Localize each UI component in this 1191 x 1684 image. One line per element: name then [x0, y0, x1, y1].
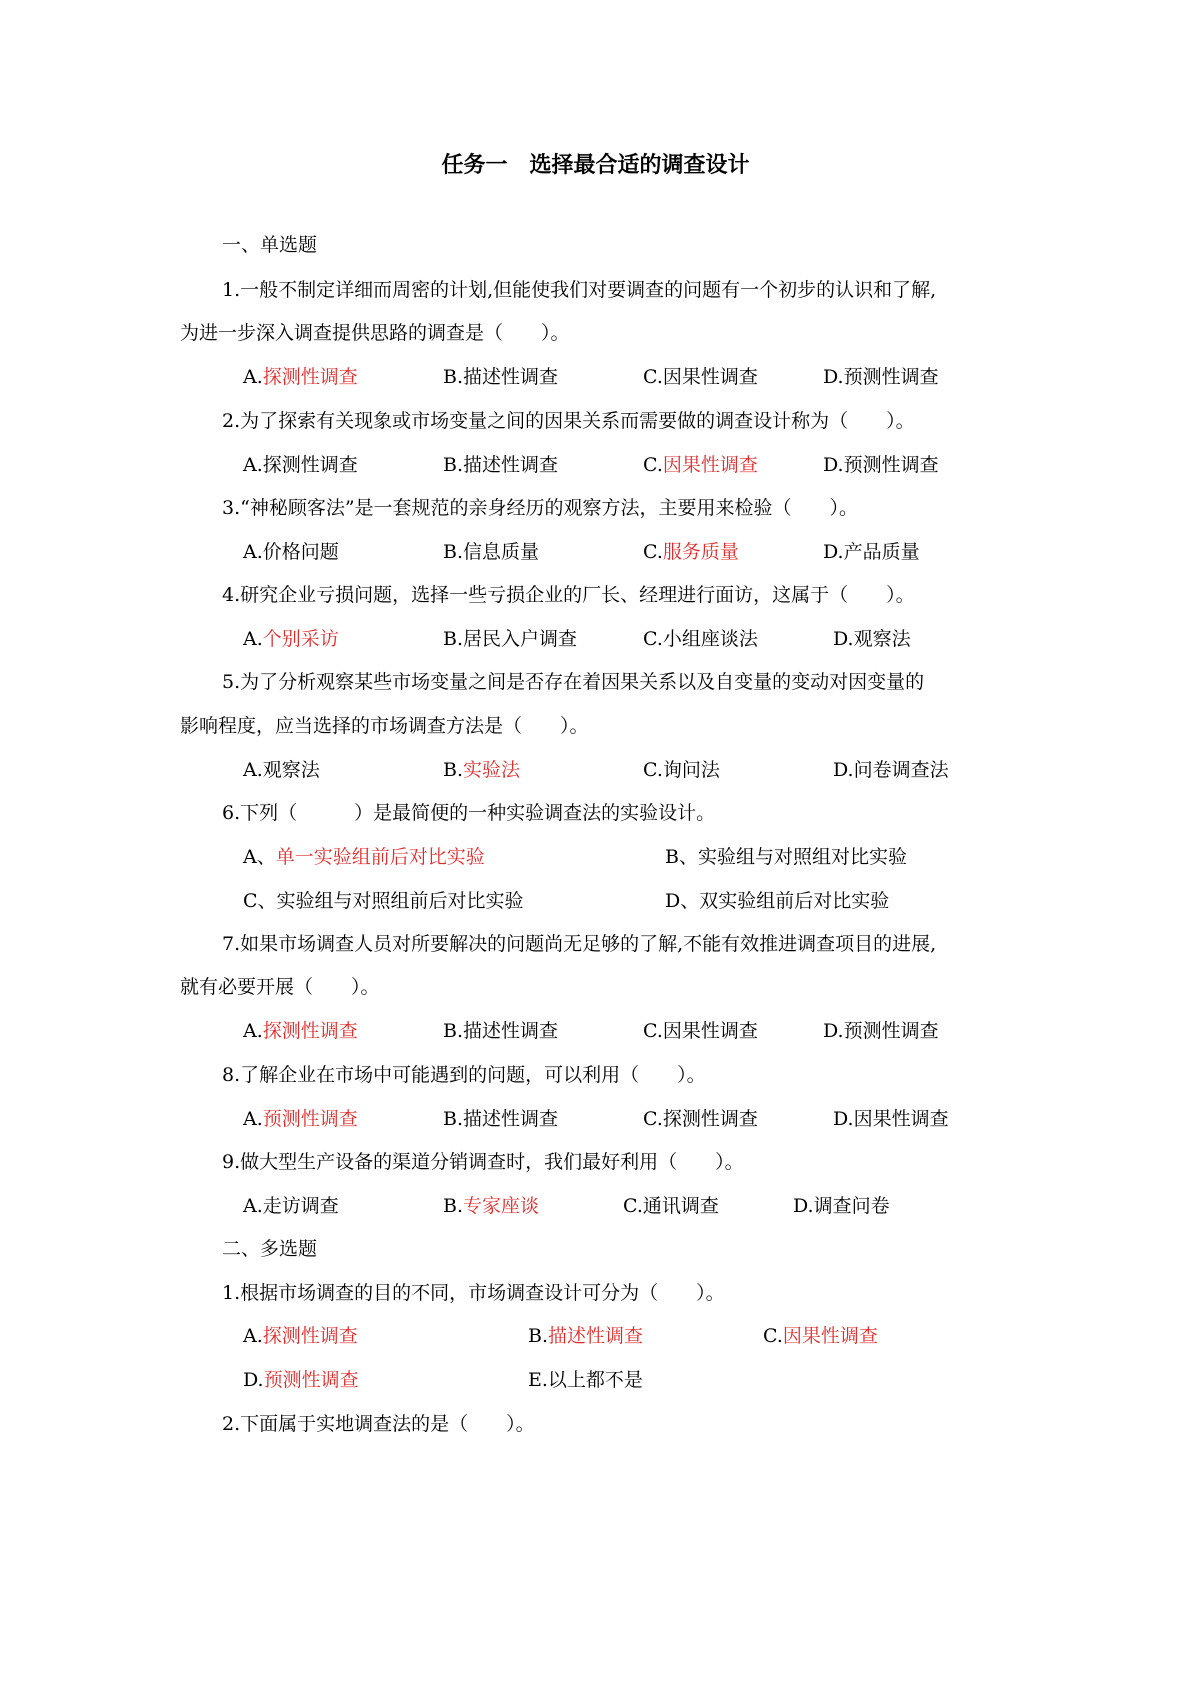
- question-1-option-d: D.预测性调查: [823, 366, 939, 388]
- question-5-line-2: 影响程度，应当选择的市场调查方法是（ ）。: [180, 715, 589, 737]
- question-5-line-1: 5.为了分析观察某些市场变量之间是否存在着因果关系以及自变量的变动对因变量的: [222, 671, 925, 693]
- question-6-option-d: D、双实验组前后对比实验: [665, 890, 890, 912]
- question-9-option-c: C.通讯调查: [623, 1195, 719, 1217]
- question-8-option-d: D.因果性调查: [833, 1108, 949, 1130]
- question-8-option-b: B.描述性调查: [443, 1108, 559, 1130]
- answer-highlight: 探测性调查: [262, 366, 358, 388]
- question-1-option-c: C.因果性调查: [643, 366, 758, 388]
- question-3-option-a: A.价格问题: [243, 541, 339, 563]
- question-7-option-c: C.因果性调查: [643, 1020, 758, 1042]
- multi-question-1-option-e: E.以上都不是: [528, 1369, 643, 1391]
- question-1-option-b: B.描述性调查: [443, 366, 559, 388]
- answer-highlight: 因果性调查: [782, 1325, 878, 1347]
- question-7-line-2: 就有必要开展（ ）。: [180, 976, 380, 998]
- question-8-text: 8.了解企业在市场中可能遇到的问题，可以利用（ ）。: [222, 1064, 706, 1086]
- multi-question-2-text: 2.下面属于实地调查法的是（ ）。: [222, 1413, 535, 1435]
- question-1-option-a: A.探测性调查: [243, 366, 358, 388]
- question-7-option-a: A.探测性调查: [243, 1020, 358, 1042]
- multi-question-1-text: 1.根据市场调查的目的不同，市场调查设计可分为（ ）。: [222, 1282, 725, 1304]
- multi-question-1-option-d: D.预测性调查: [243, 1369, 359, 1391]
- question-5-option-d: D.问卷调查法: [833, 759, 949, 781]
- question-3-text: 3.“神秘顾客法”是一套规范的亲身经历的观察方法，主要用来检验（ ）。: [222, 497, 859, 519]
- question-4-option-b: B.居民入户调查: [443, 628, 578, 650]
- answer-highlight: 预测性调查: [262, 1108, 358, 1130]
- question-9-option-d: D.调查问卷: [793, 1195, 890, 1217]
- question-4-option-c: C.小组座谈法: [643, 628, 758, 650]
- question-1-line-2: 为进一步深入调查提供思路的调查是（ ）。: [180, 322, 570, 344]
- question-8-option-c: C.探测性调查: [643, 1108, 758, 1130]
- answer-highlight: 预测性调查: [263, 1369, 359, 1391]
- question-9-option-a: A.走访调查: [243, 1195, 339, 1217]
- question-3-option-b: B.信息质量: [443, 541, 540, 563]
- question-6-option-a: A、单一实验组前后对比实验: [243, 846, 485, 868]
- question-7-option-d: D.预测性调查: [823, 1020, 939, 1042]
- question-2-text: 2.为了探索有关现象或市场变量之间的因果关系而需要做的调查设计称为（ ）。: [222, 410, 915, 432]
- page-title: 任务一 选择最合适的调查设计: [441, 153, 750, 178]
- multi-question-1-option-b: B.描述性调查: [528, 1325, 644, 1347]
- question-3-option-d: D.产品质量: [823, 541, 920, 563]
- question-1-line-1: 1.一般不制定详细而周密的计划,但能使我们对要调查的问题有一个初步的认识和了解,: [222, 279, 937, 301]
- question-2-option-d: D.预测性调查: [823, 454, 939, 476]
- answer-highlight: 单一实验组前后对比实验: [275, 846, 485, 868]
- question-5-option-a: A.观察法: [243, 759, 320, 781]
- multi-question-1-option-c: C.因果性调查: [763, 1325, 878, 1347]
- answer-highlight: 实验法: [463, 759, 521, 781]
- answer-highlight: 探测性调查: [262, 1325, 358, 1347]
- question-2-option-a: A.探测性调查: [243, 454, 358, 476]
- question-6-option-b: B、实验组与对照组对比实验: [665, 846, 907, 868]
- question-7-line-1: 7.如果市场调查人员对所要解决的问题尚无足够的了解,不能有效推进调查项目的进展,: [222, 933, 937, 955]
- question-6-text: 6.下列（ ）是最简便的一种实验调查法的实验设计。: [222, 802, 716, 824]
- question-2-option-b: B.描述性调查: [443, 454, 559, 476]
- question-8-option-a: A.预测性调查: [243, 1108, 358, 1130]
- question-5-option-b: B.实验法: [443, 759, 521, 781]
- question-2-option-c: C.因果性调查: [643, 454, 758, 476]
- section-heading-single-choice: 一、单选题: [222, 234, 318, 256]
- question-5-option-c: C.询问法: [643, 759, 720, 781]
- question-4-option-a: A.个别采访: [243, 628, 339, 650]
- question-4-option-d: D.观察法: [833, 628, 911, 650]
- answer-highlight: 专家座谈: [463, 1195, 540, 1217]
- answer-highlight: 个别采访: [262, 628, 339, 650]
- question-3-option-c: C.服务质量: [643, 541, 739, 563]
- answer-highlight: 描述性调查: [548, 1325, 644, 1347]
- answer-highlight: 探测性调查: [262, 1020, 358, 1042]
- answer-highlight: 服务质量: [662, 541, 739, 563]
- question-9-text: 9.做大型生产设备的渠道分销调查时，我们最好利用（ ）。: [222, 1151, 744, 1173]
- question-7-option-b: B.描述性调查: [443, 1020, 559, 1042]
- multi-question-1-option-a: A.探测性调查: [243, 1325, 358, 1347]
- question-9-option-b: B.专家座谈: [443, 1195, 540, 1217]
- question-6-option-c: C、实验组与对照组前后对比实验: [243, 890, 524, 912]
- section-heading-multiple-choice: 二、多选题: [222, 1238, 318, 1260]
- answer-highlight: 因果性调查: [662, 454, 758, 476]
- question-4-text: 4.研究企业亏损问题，选择一些亏损企业的厂长、经理进行面访，这属于（ ）。: [222, 584, 915, 606]
